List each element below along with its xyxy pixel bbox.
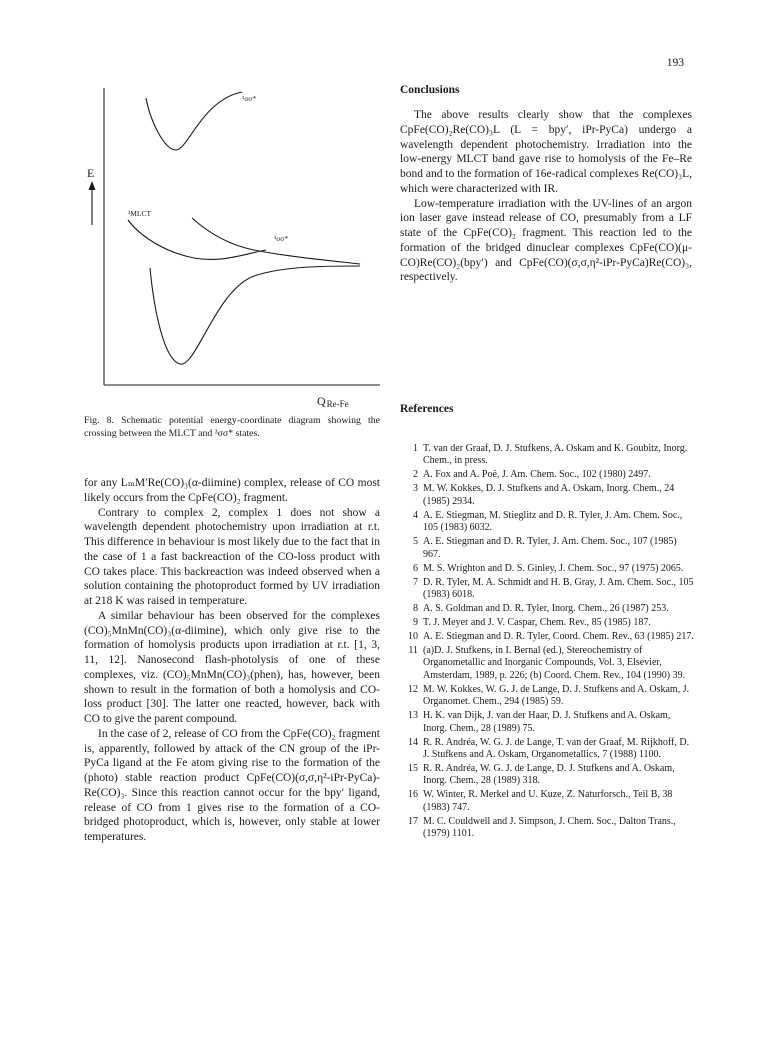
- reference-number: 10: [408, 631, 418, 643]
- upper-sigma-curve: [146, 92, 242, 150]
- references-list: [405, 443, 695, 842]
- conclusions-heading: Conclusions: [400, 84, 460, 96]
- reference-item: [405, 631, 695, 643]
- label-mlct: ³MLCT: [128, 209, 152, 218]
- reference-text: W. Winter, R. Merkel and U. Kuze, Z. Naturforsch., Teil B, 38 (1983) 747.: [423, 789, 673, 813]
- reference-number: 16: [408, 789, 418, 801]
- reference-number: 6: [413, 562, 418, 574]
- reference-number: 11: [408, 645, 418, 657]
- reference-number: 4: [413, 509, 418, 521]
- reference-text: M. S. Wrighton and D. S. Ginley, J. Chem. Soc., 97 (1975) 2065.: [423, 562, 684, 574]
- reference-item: [405, 443, 695, 468]
- label-singlet-sigma: ¹σσ*: [242, 94, 257, 103]
- reference-item: [405, 737, 695, 762]
- reference-item: [405, 816, 695, 841]
- reference-text: M. C. Couldwell and J. Simpson, J. Chem. Soc., Dalton Trans., (1979) 1101.: [423, 815, 676, 840]
- reference-item: [405, 710, 695, 735]
- axis-label-e: E: [87, 166, 95, 180]
- reference-item: [405, 789, 695, 814]
- reference-item: [405, 645, 695, 682]
- reference-item: [405, 763, 695, 788]
- e-arrowhead-icon: [89, 181, 96, 190]
- axis-q-subscript: Re-Fe: [326, 399, 349, 409]
- reference-text: R. R. Andréa, W. G. J. de Lange, D. J. Stufkens and A. Oskam, Inorg. Chem., 28 (1989) 318.: [423, 763, 675, 787]
- reference-text: (a)D. J. Stufkens, in I. Bernal (ed.), Stereochemistry of Organometallic and Inorganic Compounds, Vol. 3, Elsevier, Amsterdam, 1989, p. 226; (b) Coord. Chem. Rev., 104 (1990) 39.: [423, 645, 686, 681]
- reference-number: 17: [408, 815, 418, 827]
- reference-item: [405, 577, 695, 602]
- conclusions-paragraph-2: Low-temperature irradiation with the UV-lines of an argon ion laser gave instead release of CO, presumably from a LF state of the CpFe(CO)₂ fragment. This reaction led to the formation of the bridged dinuclear complexes CpFe(CO)(μ-CO)Re(CO)₂(bpy′) and CpFe(CO)(σ,σ,η²-iPr-PyCa)Re(CO)₃, respectively.: [400, 197, 692, 284]
- axis-q-text: Q: [317, 394, 326, 408]
- reference-text: R. R. Andréa, W. G. J. de Lange, T. van der Graaf, M. Rijkhoff, D. J. Stufkens and A. Oskam, Organometallics, 7 (1988) 1100.: [423, 736, 690, 761]
- reference-text: H. K. van Dijk, J. van der Haar, D. J. Stufkens and A. Oskam, Inorg. Chem., 28 (1989) 75.: [423, 710, 671, 734]
- left-column: [84, 476, 380, 845]
- reference-text: M. W. Kokkes, W. G. J. de Lange, D. J. Stufkens and A. Oskam, J. Organomet. Chem., 294 (1985) 59.: [423, 683, 690, 708]
- reference-number: 5: [413, 536, 418, 548]
- reference-number: 7: [413, 576, 418, 588]
- reference-text: A. S. Goldman and D. R. Tyler, Inorg. Chem., 26 (1987) 253.: [423, 603, 669, 615]
- reference-number: 14: [408, 736, 418, 748]
- reference-item: [405, 510, 695, 535]
- reference-item: [405, 563, 695, 575]
- reference-item: [405, 684, 695, 709]
- reference-text: A. E. Stiegman and D. R. Tyler, J. Am. Chem. Soc., 107 (1985) 967.: [423, 536, 677, 560]
- reference-number: 2: [413, 469, 418, 481]
- potential-energy-diagram: [84, 80, 384, 410]
- reference-number: 1: [413, 443, 418, 454]
- references-heading: References: [400, 403, 454, 415]
- left-paragraph-2: Contrary to complex 2, complex 1 does not show a wavelength dependent photochemistry upon irradiation at r.t. This difference in behaviour is most likely due to the fact that in the case of 1 a fast backreaction of the CO-loss product with CO takes place. This backreaction was indeed observed when a solution containing the photoproduct formed by UV irradiation at 218 K was raised in temperature.: [84, 506, 380, 607]
- reference-text: A. E. Stiegman and D. R. Tyler, Coord. Chem. Rev., 63 (1985) 217.: [423, 631, 694, 643]
- left-paragraph-3: A similar behaviour has been observed for the complexes (CO)₅MnMn(CO)₃(α-diimine), which only give rise to the formation of homolysis products upon irradiation at r.t. [1, 3, 11, 12]. Nanosecond flash-photolysis of one of these complexes, viz. (CO)₅MnMn(CO)₃(phen), has, however, been shown to result in the formation of both a homolysis and CO-loss product [30]. The latter one reacted, however, back with CO to give the parent compound.: [84, 609, 380, 725]
- reference-number: 12: [408, 683, 418, 695]
- reference-item: [405, 483, 695, 508]
- mlct-curve: [128, 220, 266, 259]
- diagram-svg: [84, 80, 384, 390]
- reference-item: [405, 469, 695, 481]
- reference-number: 15: [408, 763, 418, 775]
- ground-state-curve: [150, 266, 360, 364]
- left-paragraph-4: In the case of 2, release of CO from the CpFe(CO)₂ fragment is, apparently, followed by attack of the CN group of the iPr-PyCa ligand at the Fe atom giving rise to the formation of the (photo) stable reaction product CpFe(CO)(σ,σ,η²-iPr-PyCa)-Re(CO)₃. Since this reaction cannot occur for the bpy′ ligand, release of CO from 1 gives rise to the formation of a CO-bridged photoproduct, which is, however, only stable at lower temperatures.: [84, 727, 380, 843]
- label-triplet-sigma: ³σσ*: [274, 234, 289, 243]
- figure-caption: Fig. 8. Schematic potential energy-coordinate diagram showing the crossing between the MLCT and ³σσ* states.: [84, 415, 380, 439]
- reference-number: 3: [413, 483, 418, 495]
- page-number: 193: [666, 57, 684, 69]
- reference-number: 8: [413, 603, 418, 615]
- conclusions-paragraph-1: The above results clearly show that the complexes CpFe(CO)₂Re(CO)₃L (L = bpy′, iPr-PyCa) undergo a wavelength dependent photochemistry. Irradiation into the low-energy MLCT band gave rise to homolysis of the Fe–Re bond and to the formation of 16e-radical complexes Re(CO)₃L, which were characterized with IR.: [400, 109, 692, 195]
- left-paragraph-1: for any LₘM′Re(CO)₃(α-diimine) complex, release of CO most likely occurs from the CpFe(CO)₂ fragment.: [84, 477, 380, 504]
- reference-text: A. E. Stiegman, M. Stieglitz and D. R. Tyler, J. Am. Chem. Soc., 105 (1983) 6032.: [423, 509, 683, 534]
- reference-number: 13: [408, 710, 418, 722]
- reference-text: T. van der Graaf, D. J. Stufkens, A. Oskam and K. Goubitz, Inorg. Chem., in press.: [423, 443, 688, 467]
- reference-text: D. R. Tyler, M. A. Schmidt and H. B. Gray, J. Am. Chem. Soc., 105 (1983) 6018.: [423, 576, 694, 601]
- conclusions-body: [400, 108, 692, 285]
- reference-text: T. J. Meyer and J. V. Caspar, Chem. Rev., 85 (1985) 187.: [423, 617, 651, 629]
- reference-item: [405, 617, 695, 629]
- reference-item: [405, 536, 695, 561]
- reference-text: A. Fox and A. Poë, J. Am. Chem. Soc., 102 (1980) 2497.: [423, 469, 651, 481]
- reference-number: 9: [413, 617, 418, 629]
- reference-item: [405, 603, 695, 615]
- reference-text: M. W. Kokkes, D. J. Stufkens and A. Oskam, Inorg. Chem., 24 (1985) 2934.: [423, 483, 675, 507]
- axis-label-q: [317, 394, 349, 409]
